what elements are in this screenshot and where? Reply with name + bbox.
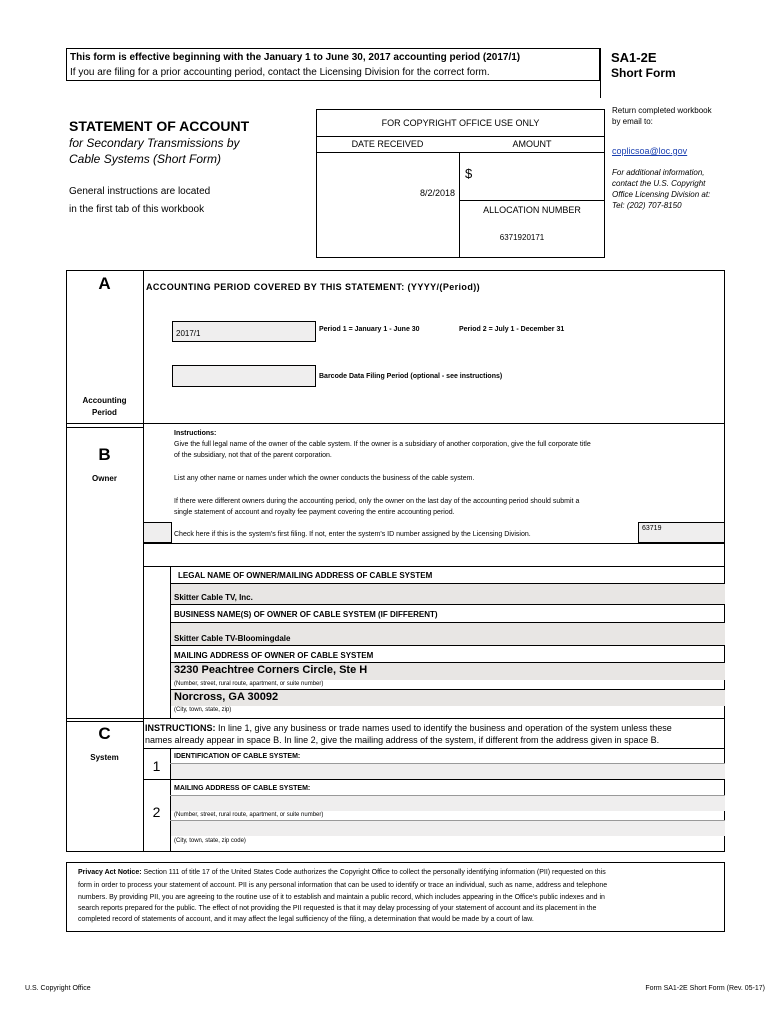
system-street-field[interactable] (171, 796, 725, 811)
system-street-hint: (Number, street, rural route, apartment, or suite number) (174, 812, 324, 818)
period-2-note: Period 2 = July 1 - December 31 (459, 326, 565, 333)
accounting-period-input[interactable] (172, 321, 316, 342)
general-instructions-2: in the first tab of this workbook (69, 204, 205, 215)
privacy-line-2: form in order to process your statement of account. PII is any personal information that can be used to identify or trace an individual, such as name, address and telephone (78, 882, 608, 889)
barcode-period-input[interactable] (172, 365, 316, 387)
section-c-instr-1 (145, 723, 672, 733)
section-a-letter: A (98, 274, 111, 293)
section-b-instr-1: Give the full legal name of the owner of the cable system. If the owner is a subsidiary of another corporation, give the full corporate title (174, 441, 591, 448)
contact-info-1: For additional information, (612, 168, 705, 177)
section-b-instr-3: List any other name or names under which the owner conducts the business of the cable system. (174, 475, 475, 482)
footer-left: U.S. Copyright Office (25, 985, 91, 992)
amount-label: AMOUNT (512, 139, 552, 149)
form-type: Short Form (611, 66, 676, 80)
email-link[interactable]: coplicsoa@loc.gov (612, 146, 688, 156)
system-city-hint: (City, town, state, zip code) (174, 838, 246, 844)
privacy-line-5: completed record of statements of account, and it may affect the legal sufficiency of the filing, a determination that would be made by a court of law. (78, 916, 534, 923)
notice-line-1: This form is effective beginning with the January 1 to June 30, 2017 accounting period (2017/1) (70, 52, 521, 63)
section-c-instr-text: In line 1, give any business or trade names used to identify the business and operation of the system unless these (215, 723, 672, 733)
legal-name-field[interactable] (171, 584, 725, 604)
allocation-value: 6371920171 (499, 233, 545, 242)
identification-field[interactable] (171, 764, 725, 779)
section-b-instr-5: single statement of account and royalty fee payment covering the entire accounting period. (174, 509, 455, 516)
privacy-line-4: search reports prepared for the public. The effect of not providing the PII requested is that it may delay processing of your statement of account and its placement in the (78, 905, 597, 912)
city-value: Norcross, GA 30092 (174, 691, 279, 703)
section-a-label-2: Period (92, 408, 117, 417)
amount-dollar: $ (465, 166, 473, 181)
section-b-label: Owner (92, 474, 117, 483)
legal-name-label: LEGAL NAME OF OWNER/MAILING ADDRESS OF CABLE SYSTEM (178, 571, 433, 580)
city-field[interactable] (171, 690, 725, 706)
identification-label: IDENTIFICATION OF CABLE SYSTEM: (174, 753, 301, 760)
page-subtitle-2: Cable Systems (Short Form) (69, 152, 222, 166)
footer-right: Form SA1-2E Short Form (Rev. 05-17) (645, 985, 765, 992)
privacy-line-1 (78, 869, 606, 876)
form-code: SA1-2E (611, 50, 657, 65)
section-c-letter: C (98, 724, 111, 743)
section-c-label: System (90, 753, 119, 762)
general-instructions-1: General instructions are located (69, 186, 211, 197)
privacy-line-3: numbers. By providing PII, you are agreeing to the routine use of it to establish and maintain a public record, which includes appearing in the Office's public indexes and in (78, 894, 605, 901)
page-subtitle-1: for Secondary Transmissions by (69, 136, 240, 150)
accounting-period-value: 2017/1 (176, 329, 201, 338)
privacy-bold: Privacy Act Notice: (78, 869, 142, 876)
contact-info-3: Office Licensing Division at: (612, 190, 711, 199)
mailing-address-label: MAILING ADDRESS OF OWNER OF CABLE SYSTEM (174, 651, 374, 660)
street-address-hint: (Number, street, rural route, apartment, or suite number) (174, 681, 324, 687)
date-received-label: DATE RECEIVED (351, 139, 424, 149)
barcode-label: Barcode Data Filing Period (optional - see instructions) (319, 373, 503, 380)
first-filing-text: Check here if this is the system's first filing. If not, enter the system's ID number assigned by the Licensing Division. (174, 531, 531, 538)
business-name-label: BUSINESS NAME(S) OF OWNER OF CABLE SYSTEM (IF DIFFERENT) (174, 610, 438, 619)
line-2-number: 2 (152, 804, 161, 820)
section-c-instr-bold: INSTRUCTIONS: (145, 723, 216, 733)
period-1-note: Period 1 = January 1 - June 30 (319, 326, 420, 333)
section-b-instr-2: of the subsidiary, not that of the parent corporation. (174, 452, 332, 459)
section-a-heading: ACCOUNTING PERIOD COVERED BY THIS STATEMENT: (YYYY/(Period)) (146, 282, 481, 292)
street-address-value: 3230 Peachtree Corners Circle, Ste H (174, 664, 368, 676)
office-use-heading: FOR COPYRIGHT OFFICE USE ONLY (381, 118, 540, 128)
privacy-line-1-text: Section 111 of title 17 of the United States Code authorizes the Copyright Office to collect the personally identifying information (PII) requested on this (141, 869, 606, 876)
system-id-value: 63719 (642, 525, 662, 532)
contact-info-2: contact the U.S. Copyright (612, 179, 706, 188)
section-b-letter: B (98, 445, 111, 464)
line-1-number: 1 (152, 758, 161, 774)
section-c-instr-2: names already appear in space B. In line 2, give the mailing address of the system, if different from the address given in space B. (145, 735, 660, 745)
notice-line-2: If you are filing for a prior accounting period, contact the Licensing Division for the correct form. (70, 67, 490, 78)
first-filing-checkbox[interactable] (143, 522, 172, 543)
legal-name-value: Skitter Cable TV, Inc. (174, 593, 253, 602)
business-name-value: Skitter Cable TV-Bloomingdale (174, 634, 291, 643)
business-name-field[interactable] (171, 623, 725, 645)
return-instructions-2: by email to: (612, 117, 653, 126)
page-title: STATEMENT OF ACCOUNT (69, 118, 250, 134)
return-instructions-1: Return completed workbook (612, 106, 712, 115)
section-b-instr-title: Instructions: (174, 430, 217, 437)
street-address-field[interactable] (171, 663, 725, 680)
date-received-value: 8/2/2018 (419, 188, 455, 198)
system-id-input[interactable] (638, 522, 725, 543)
system-mailing-label: MAILING ADDRESS OF CABLE SYSTEM: (174, 785, 311, 792)
header-divider (600, 48, 601, 98)
system-city-field[interactable] (171, 821, 725, 836)
section-b-instr-4: If there were different owners during the accounting period, only the owner on the last day of the accounting period should submit a (174, 498, 580, 505)
section-a-label-1: Accounting (82, 396, 127, 405)
city-hint: (City, town, state, zip) (174, 707, 232, 713)
allocation-label: ALLOCATION NUMBER (483, 205, 581, 215)
contact-info-4: Tel: (202) 707-8150 (612, 201, 682, 210)
